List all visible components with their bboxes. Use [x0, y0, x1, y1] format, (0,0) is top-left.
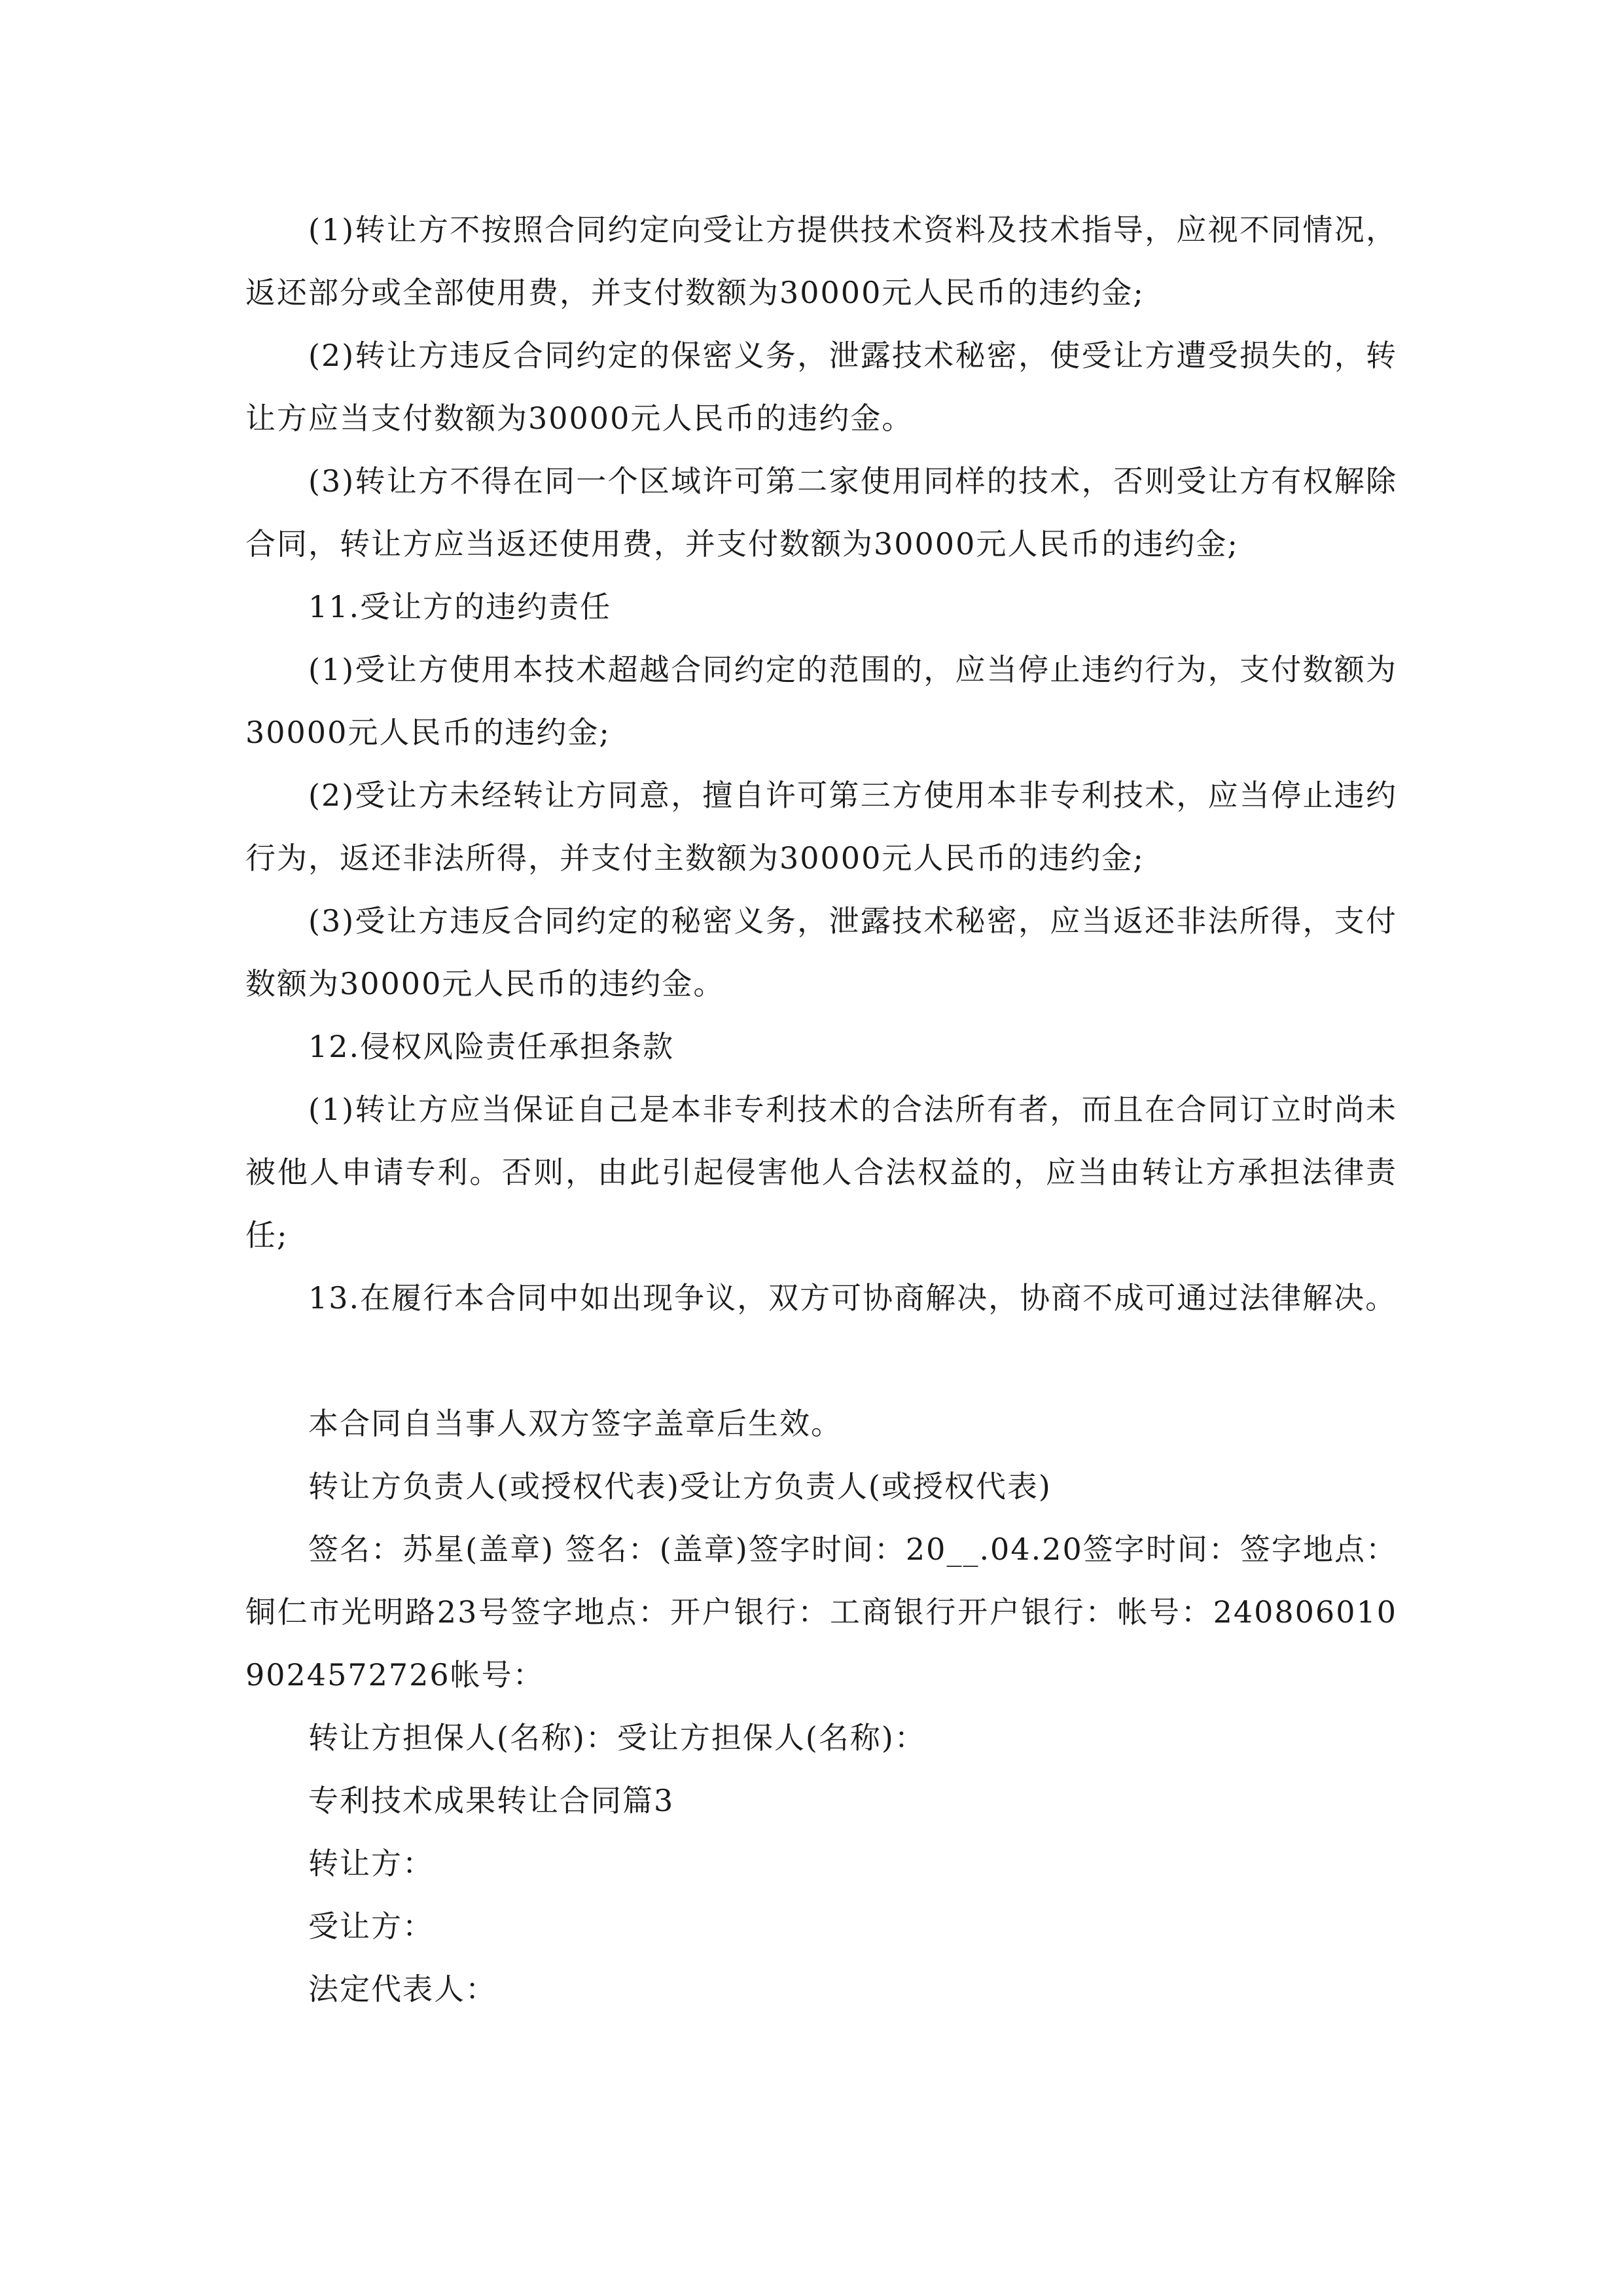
paragraph-6: (3)受让方违反合同约定的秘密义务，泄露技术秘密，应当返还非法所得，支付数额为30000元人民币的违约金。 — [245, 903, 1397, 1001]
section-title-part3: 专利技术成果转让合同篇3 — [308, 1783, 675, 1818]
section-heading-12: 12.侵权风险责任承担条款 — [308, 1029, 675, 1064]
field-transferee: 受让方： — [308, 1909, 434, 1944]
paragraph-signatures: 签名：苏星(盖章) 签名：(盖章)签字时间：20__.04.20签字时间：签字地点：铜仁市光明路23号签字地点：开户银行：工商银行开户银行：帐号：2408060109024572726帐号： — [245, 1532, 1397, 1693]
paragraph-8: 13.在履行本合同中如出现争议，双方可协商解决，协商不成可通过法律解决。 — [308, 1280, 1397, 1316]
section-heading-11: 11.受让方的违约责任 — [308, 589, 612, 624]
paragraph-1: (1)转让方不按照合同约定向受让方提供技术资料及技术指导，应视不同情况，返还部分或全部使用费，并支付数额为30000元人民币的违约金; — [245, 212, 1397, 310]
paragraph-representatives: 转让方负责人(或授权代表)受让方负责人(或授权代表) — [308, 1469, 1052, 1504]
paragraph-guarantors: 转让方担保人(名称)：受让方担保人(名称)： — [308, 1720, 926, 1755]
paragraph-2: (2)转让方违反合同约定的保密义务，泄露技术秘密，使受让方遭受损失的，转让方应当支付数额为30000元人民币的违约金。 — [245, 338, 1397, 436]
paragraph-5: (2)受让方未经转让方同意，擅自许可第三方使用本非专利技术，应当停止违约行为，返还非法所得，并支付主数额为30000元人民币的违约金; — [245, 778, 1397, 876]
paragraph-effective: 本合同自当事人双方签字盖章后生效。 — [308, 1406, 842, 1441]
paragraph-7: (1)转让方应当保证自己是本非专利技术的合法所有者，而且在合同订立时尚未被他人申请专利。否则，由此引起侵害他人合法权益的，应当由转让方承担法律责任; — [245, 1092, 1397, 1253]
field-legal-representative: 法定代表人： — [308, 1971, 497, 2007]
paragraph-3: (3)转让方不得在同一个区域许可第二家使用同样的技术，否则受让方有权解除合同，转让方应当返还使用费，并支付数额为30000元人民币的违约金; — [245, 463, 1397, 562]
paragraph-4: (1)受让方使用本技术超越合同约定的范围的，应当停止违约行为，支付数额为30000元人民币的违约金; — [245, 652, 1397, 750]
field-transferor: 转让方： — [308, 1846, 434, 1881]
